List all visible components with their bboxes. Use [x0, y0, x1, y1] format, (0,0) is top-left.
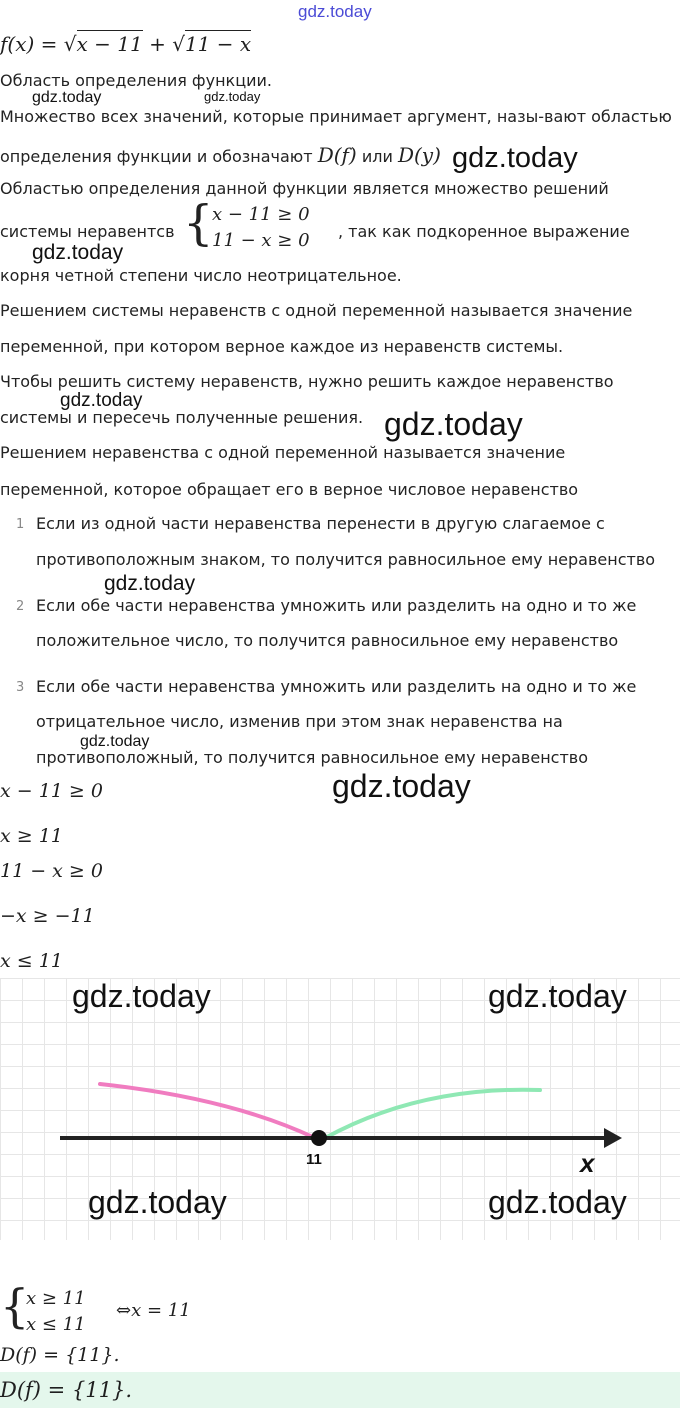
- point-11: [311, 1130, 327, 1146]
- list-item-line: Если обе части неравенства умножить или разделить на одно и то же: [36, 677, 637, 696]
- definition-line-2: [0, 143, 441, 167]
- formula-lhs: f(x) =: [0, 32, 64, 56]
- list-item-line: Если обе части неравенства умножить или разделить на одно и то же: [36, 596, 637, 615]
- axis-arrow-icon: [604, 1128, 622, 1148]
- watermark: gdz.today: [72, 978, 211, 1014]
- watermark: gdz.today: [32, 241, 124, 264]
- domain-text-line-3: корня четной степени число неотрицательное.: [0, 266, 402, 285]
- system-def-line-1: Решением системы неравенств с одной переменной называется значение: [0, 301, 633, 320]
- right-arc: [325, 1090, 540, 1138]
- system-brace-icon: {: [183, 195, 214, 251]
- system-ineq-1: x − 11 ≥ 0: [212, 204, 310, 225]
- system-ineq-2: 11 − x ≥ 0: [212, 230, 310, 251]
- watermark: gdz.today: [104, 572, 196, 595]
- list-item-line: противоположным знаком, то получится равносильное ему неравенство: [36, 550, 656, 569]
- watermark-top: gdz.today: [298, 2, 372, 21]
- watermark: gdz.today: [452, 142, 578, 174]
- final-system-brace-icon: {: [0, 1279, 30, 1333]
- list-item-line: положительное число, то получится равносильное ему неравенство: [36, 631, 619, 650]
- step-4: −x ≥ −11: [0, 905, 95, 927]
- domain-text-line-1: Областью определения данной функции является множество решений: [0, 179, 609, 198]
- ineq-def-line-1: Решением неравенства с одной переменной называется значение: [0, 443, 566, 462]
- watermark: gdz.today: [32, 89, 102, 106]
- list-item-line: Если из одной части неравенства перенести в другую слагаемое с: [36, 514, 605, 533]
- definition-line-2-text: определения функции и обозначают: [0, 147, 318, 166]
- dy-notation: D(y): [397, 143, 441, 167]
- list-item-number: 1: [16, 517, 25, 532]
- axis-label: x: [580, 1148, 595, 1178]
- answer-highlight: [0, 1372, 680, 1408]
- watermark: gdz.today: [88, 1184, 227, 1220]
- system-def-line-2: переменной, при котором верное каждое из неравенств системы.: [0, 337, 564, 356]
- watermark: gdz.today: [488, 978, 627, 1014]
- domain-text-line-2b: , так как подкоренное выражение: [338, 222, 630, 241]
- domain-text-line-2a: системы неравентсв: [0, 222, 175, 241]
- watermark: gdz.today: [60, 390, 143, 411]
- left-arc: [100, 1084, 315, 1138]
- function-formula: [0, 32, 251, 56]
- formula-radicand-1: x − 11: [76, 32, 143, 56]
- watermark: gdz.today: [332, 768, 471, 804]
- step-1: x − 11 ≥ 0: [0, 780, 103, 802]
- or-word: или: [356, 147, 398, 166]
- watermark: gdz.today: [80, 733, 150, 750]
- answer-line-2: D(f) = {11}.: [0, 1378, 133, 1402]
- sqrt-sign-2-icon: √: [172, 32, 185, 56]
- ineq-def-line-2: переменной, которое обращает его в верное числовое неравенство: [0, 480, 579, 499]
- definition-line-1: Множество всех значений, которые принимает аргумент, назы-вают областью: [0, 107, 672, 126]
- final-ineq-2: x ≤ 11: [26, 1314, 86, 1335]
- solve-def-line-2: системы и пересечь полученные решения.: [0, 408, 364, 427]
- number-line-figure: [0, 978, 680, 1240]
- step-3: 11 − x ≥ 0: [0, 860, 103, 882]
- formula-radicand-2: 11 − x: [184, 32, 252, 56]
- formula-plus: +: [142, 32, 173, 56]
- final-ineq-1: x ≥ 11: [26, 1288, 86, 1309]
- step-5: x ≤ 11: [0, 950, 63, 972]
- list-item-line: противоположный, то получится равносильное ему неравенство: [36, 748, 588, 767]
- solve-def-line-1: Чтобы решить систему неравенств, нужно решить каждое неравенство: [0, 372, 614, 391]
- section-heading: Область определения функции.: [0, 71, 272, 90]
- point-label: 11: [306, 1151, 322, 1168]
- step-2: x ≥ 11: [0, 825, 63, 847]
- final-result: ⇔x = 11: [116, 1300, 191, 1321]
- watermark: gdz.today: [204, 89, 261, 104]
- list-item-number: 3: [16, 680, 25, 695]
- sqrt-sign-1-icon: √: [63, 32, 77, 56]
- watermark: gdz.today: [488, 1184, 627, 1220]
- watermark: gdz.today: [384, 406, 523, 442]
- list-item-number: 2: [16, 599, 25, 614]
- answer-line-1: D(f) = {11}.: [0, 1344, 120, 1366]
- df-notation: D(f): [317, 143, 357, 167]
- list-item-line: отрицательное число, изменив при этом знак неравенства на: [36, 712, 563, 731]
